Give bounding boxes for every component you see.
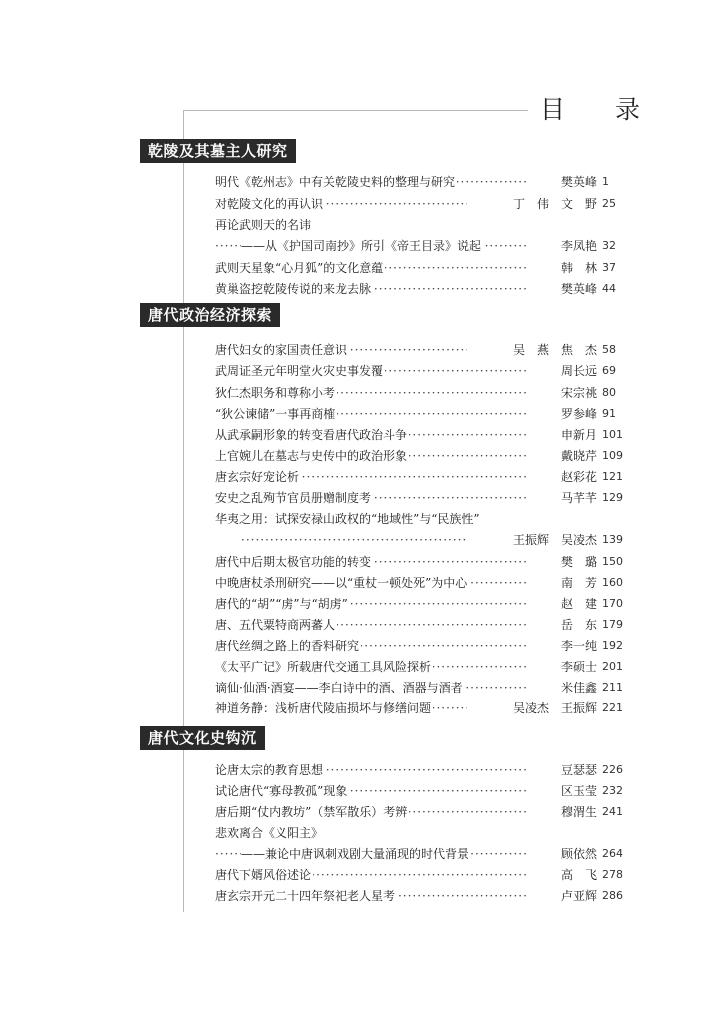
toc-entry[interactable] [215,360,632,382]
toc-entry[interactable] [215,780,632,802]
entry-title: 唐后期“仗内教坊”（禁军散乐）考辨 [215,801,409,823]
entry-author: 岳 东 [527,614,597,636]
entry-title: 黄巢盗挖乾陵传说的来龙去脉 [215,278,373,300]
entry-title: 唐玄宗好宠论析 [215,466,301,488]
entry-title: 论唐太宗的教育思想 [215,759,325,781]
toc-entry[interactable] [215,445,632,467]
entry-title: 《太平广记》所载唐代交通工具风险探析 [215,656,433,678]
entry-title: 狄仁杰职务和尊称小考 [215,382,337,404]
entry-author: 戴晓芹 [527,445,597,467]
entry-page: 150 [602,555,623,568]
entry-title: 中晚唐杖杀刑研究——以“重杖一顿处死”为中心 [215,572,469,594]
entry-author: 李一纯 [527,635,597,657]
toc-entry[interactable] [215,614,632,636]
entry-title: 明代《乾州志》中有关乾陵史料的整理与研究 [215,171,457,193]
entry-author: 南 芳 [527,572,597,594]
toc-entry[interactable] [215,214,632,236]
entry-author: 宋宗祧 [527,382,597,404]
entry-author: 王振辉 吴凌杰 [467,529,597,551]
toc-entry[interactable] [215,656,632,678]
entry-author: 卢亚辉 [527,885,597,907]
page-title [540,92,640,128]
entry-author: 区玉莹 [527,780,597,802]
entry-title: 上官婉儿在墓志与史传中的政治形象 [215,445,409,467]
entry-page: 170 [602,597,623,610]
toc-entry[interactable] [215,635,632,657]
leader-dots [241,529,492,551]
entry-title: 唐、五代粟特商两蕃人 [215,614,337,636]
entry-title: 华夷之用：试探安禄山政权的“地域性”与“民族性” [215,508,482,530]
entry-author: 周长远 [527,360,597,382]
entry-author: 马芊芊 [527,487,597,509]
entry-page: 226 [602,763,623,776]
entry-page: 91 [602,407,616,420]
entry-author: 樊英峰 [527,171,597,193]
entry-page: 37 [602,261,616,274]
entry-page: 58 [602,343,616,356]
entry-page: 69 [602,364,616,377]
toc-entry[interactable] [215,487,632,509]
entry-author: 赵彩花 [527,466,597,488]
entry-page: 32 [602,239,616,252]
entry-page: 211 [602,681,623,694]
toc-entry[interactable] [215,171,632,193]
entry-author: 穆渭生 [527,801,597,823]
toc-entry[interactable] [215,508,632,530]
entry-page: 44 [602,282,616,295]
entry-author: 罗参峰 [527,403,597,425]
entry-title: 神道务静：浅析唐代陵庙损坏与修缮问题 [215,697,433,719]
entry-page: 25 [602,197,616,210]
entry-author: 米佳鑫 [527,677,597,699]
toc-entry[interactable] [215,339,632,361]
entry-author: 丁 伟 文 野 [467,193,597,215]
entry-author: 樊 璐 [527,551,597,573]
entry-author: 高 飞 [527,864,597,886]
toc-entry[interactable] [215,551,632,573]
entry-page: 80 [602,386,616,399]
entry-title: 唐代中后期太极官功能的转变 [215,551,373,573]
toc-entry[interactable] [215,885,632,907]
toc-entry[interactable] [215,759,632,781]
title-char-1: 目 [540,95,566,124]
entry-page: 179 [602,618,623,631]
entry-author: 樊英峰 [527,278,597,300]
entry-page: 241 [602,805,623,818]
entry-page: 121 [602,470,623,483]
toc-entry[interactable] [215,235,632,257]
entry-page: 192 [602,639,623,652]
entry-author: 李凤艳 [527,235,597,257]
entry-title: 唐代的“胡”“虏”与“胡虏” [215,593,350,615]
toc-entry[interactable] [215,697,632,719]
toc-entry[interactable] [215,677,632,699]
toc-entry[interactable] [215,257,632,279]
section-header-politics-economy: 唐代政治经济探索 [140,303,280,327]
entry-page: 278 [602,868,623,881]
toc-entry[interactable] [215,801,632,823]
entry-title: 唐代丝绸之路上的香料研究 [215,635,361,657]
toc-entry[interactable] [215,278,632,300]
toc-entry[interactable] [215,466,632,488]
toc-entry[interactable] [215,572,632,594]
vertical-rule [183,110,184,912]
entry-page: 101 [602,428,623,441]
toc-entry[interactable] [215,382,632,404]
entry-title: 唐代下婿风俗述论 [215,864,313,886]
entry-page: 232 [602,784,623,797]
entry-title: 唐代妇女的家国责任意识 [215,339,349,361]
entry-page: 139 [602,533,623,546]
entry-author: 韩 林 [527,257,597,279]
entry-page: 1 [602,175,609,188]
entry-author: 李硕士 [527,656,597,678]
toc-entry[interactable] [215,593,632,615]
entry-title: 对乾陵文化的再认识 [215,193,325,215]
entry-page: 129 [602,491,623,504]
toc-entry[interactable] [215,822,632,844]
entry-author: 赵 建 [527,593,597,615]
horizontal-rule [183,110,528,111]
toc-entry[interactable] [215,864,632,886]
section-header-culture: 唐代文化史钩沉 [140,726,265,750]
entry-title: 武周证圣元年明堂火灾史事发覆 [215,360,385,382]
entry-subtitle: ——从《护国司南抄》所引《帝王目录》说起 [241,235,483,257]
entry-title: 安史之乱殉节官员册赠制度考 [215,487,373,509]
toc-entry[interactable] [215,424,632,446]
entry-title: 再论武则天的名讳 [215,214,313,236]
toc-entry[interactable] [215,529,632,551]
title-char-2: 录 [614,95,640,124]
entry-author: 顾依然 [527,843,597,865]
entry-page: 160 [602,576,623,589]
toc-entry[interactable] [215,843,632,865]
toc-entry[interactable] [215,403,632,425]
entry-page: 221 [602,701,623,714]
entry-subtitle: ——兼论中唐讽刺戏剧大量涌现的时代背景 [241,843,471,865]
entry-page: 201 [602,660,623,673]
entry-title: 武则天星象“心月狐”的文化意蕴 [215,257,385,279]
entry-page: 286 [602,889,623,902]
entry-title: 唐玄宗开元二十四年祭祀老人星考 [215,885,397,907]
section-header-qianling: 乾陵及其墓主人研究 [140,139,296,163]
entry-author: 吴 燕 焦 杰 [467,339,597,361]
entry-page: 109 [602,449,623,462]
entry-title: 悲欢离合《义阳主》 [215,822,325,844]
toc-entry[interactable] [215,193,632,215]
entry-author: 申新月 [527,424,597,446]
entry-author: 吴凌杰 王振辉 [467,697,597,719]
entry-title: 从武承嗣形象的转变看唐代政治斗争 [215,424,409,446]
entry-title: 试论唐代“寡母教孤”现象 [215,780,349,802]
entry-title: “狄公谏储”一事再商榷 [215,403,337,425]
entry-title: 谪仙·仙酒·酒宴——李白诗中的酒、酒器与酒者 [215,677,465,699]
entry-page: 264 [602,847,623,860]
entry-author: 豆瑟瑟 [527,759,597,781]
